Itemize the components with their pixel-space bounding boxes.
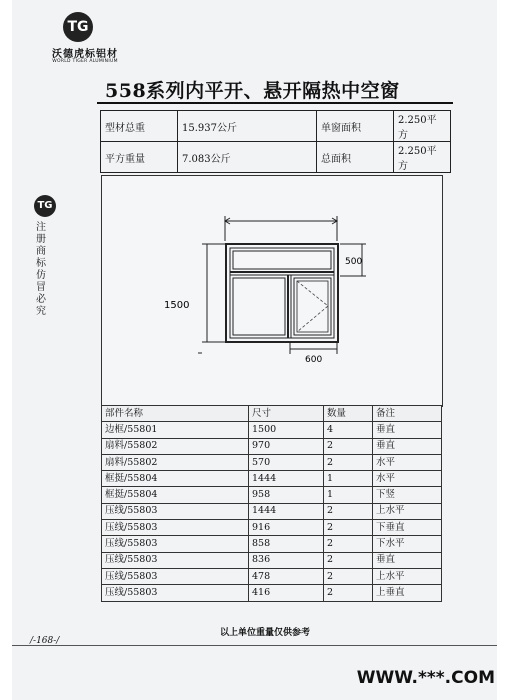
cell-note: 下水平 <box>373 536 442 552</box>
cell-size: 836 <box>249 552 324 568</box>
cell-qty: 2 <box>324 520 373 536</box>
table-row <box>102 552 442 568</box>
cell-part: 边框/55801 <box>102 422 249 438</box>
cell-size: 916 <box>249 520 324 536</box>
cell-part: 扇料/55802 <box>102 454 249 470</box>
cell-note: 上水平 <box>373 503 442 519</box>
table-row <box>102 568 442 584</box>
total-area-value: 2.250平方 <box>394 142 451 173</box>
title-bar <box>97 72 453 104</box>
single-area-label: 单窗面积 <box>317 111 394 142</box>
cell-size: 570 <box>249 454 324 470</box>
cell-note: 下垂直 <box>373 520 442 536</box>
header-size: 尺寸 <box>249 406 324 422</box>
cell-size: 1444 <box>249 503 324 519</box>
cell-qty: 1 <box>324 471 373 487</box>
table-row <box>102 438 442 454</box>
window-diagram <box>102 176 442 406</box>
brand-name: 沃德虎标铝材 <box>52 49 118 60</box>
brand-subtitle: WORLD TIGER ALUMINIUM <box>52 59 118 64</box>
profile-weight-value: 15.937公斤 <box>178 111 317 142</box>
cell-part: 框挺/55804 <box>102 471 249 487</box>
cell-note: 垂直 <box>373 422 442 438</box>
cell-part: 压线/55803 <box>102 585 249 601</box>
cell-note: 水平 <box>373 454 442 470</box>
cell-note: 上垂直 <box>373 585 442 601</box>
brand-logo <box>40 12 130 62</box>
table-header <box>102 406 442 422</box>
table-row <box>102 471 442 487</box>
cell-qty: 1 <box>324 487 373 503</box>
header-note: 备注 <box>373 406 442 422</box>
parts-table <box>101 405 442 602</box>
cell-qty: 2 <box>324 552 373 568</box>
table-row <box>102 520 442 536</box>
cell-note: 上水平 <box>373 568 442 584</box>
cell-note: 水平 <box>373 471 442 487</box>
cell-note: 垂直 <box>373 438 442 454</box>
cell-qty: 2 <box>324 568 373 584</box>
dim-height-label: 1500 <box>164 300 190 311</box>
cell-qty: 2 <box>324 585 373 601</box>
single-area-value: 2.250平方 <box>394 111 451 142</box>
cell-size: 958 <box>249 487 324 503</box>
window-drawing <box>101 175 443 407</box>
unit-weight-label: 平方重量 <box>101 142 178 173</box>
logo-mark-icon: TG <box>63 12 93 42</box>
weight-footnote: 以上单位重量仅供参考 <box>219 628 310 638</box>
stats-table <box>100 110 451 173</box>
cell-part: 扇料/55802 <box>102 438 249 454</box>
table-row <box>102 422 442 438</box>
cell-qty: 2 <box>324 454 373 470</box>
stats-row <box>101 111 451 142</box>
table-row <box>102 585 442 601</box>
table-row <box>102 454 442 470</box>
page-divider <box>12 645 497 646</box>
cell-part: 压线/55803 <box>102 568 249 584</box>
stats-row <box>101 142 451 173</box>
trademark-notice: 注册商标 仿冒必究 <box>36 222 46 317</box>
table-row <box>102 536 442 552</box>
cell-size: 1500 <box>249 422 324 438</box>
cell-size: 1444 <box>249 471 324 487</box>
cell-qty: 2 <box>324 438 373 454</box>
dim-bottom-label: 600 <box>305 355 323 365</box>
cell-part: 压线/55803 <box>102 503 249 519</box>
profile-weight-label: 型材总重 <box>101 111 178 142</box>
cell-qty: 2 <box>324 503 373 519</box>
side-logo-icon: TG <box>34 195 56 217</box>
watermark: WWW.***.COM <box>356 668 495 688</box>
page-title: 558系列内平开、悬开隔热中空窗 <box>105 80 400 102</box>
header-part-name: 部件名称 <box>102 406 249 422</box>
unit-weight-value: 7.083公斤 <box>178 142 317 173</box>
cell-note: 垂直 <box>373 552 442 568</box>
cell-part: 压线/55803 <box>102 520 249 536</box>
cell-part: 压线/55803 <box>102 536 249 552</box>
cell-qty: 2 <box>324 536 373 552</box>
header-quantity: 数量 <box>324 406 373 422</box>
total-area-label: 总面积 <box>317 142 394 173</box>
cell-size: 416 <box>249 585 324 601</box>
cell-part: 压线/55803 <box>102 552 249 568</box>
cell-part: 框挺/55804 <box>102 487 249 503</box>
page-number: /-168-/ <box>30 636 60 646</box>
cell-size: 970 <box>249 438 324 454</box>
table-row <box>102 487 442 503</box>
dim-top-label: 500 <box>345 257 363 267</box>
cell-qty: 4 <box>324 422 373 438</box>
cell-note: 下竖 <box>373 487 442 503</box>
cell-size: 858 <box>249 536 324 552</box>
cell-size: 478 <box>249 568 324 584</box>
table-row <box>102 503 442 519</box>
